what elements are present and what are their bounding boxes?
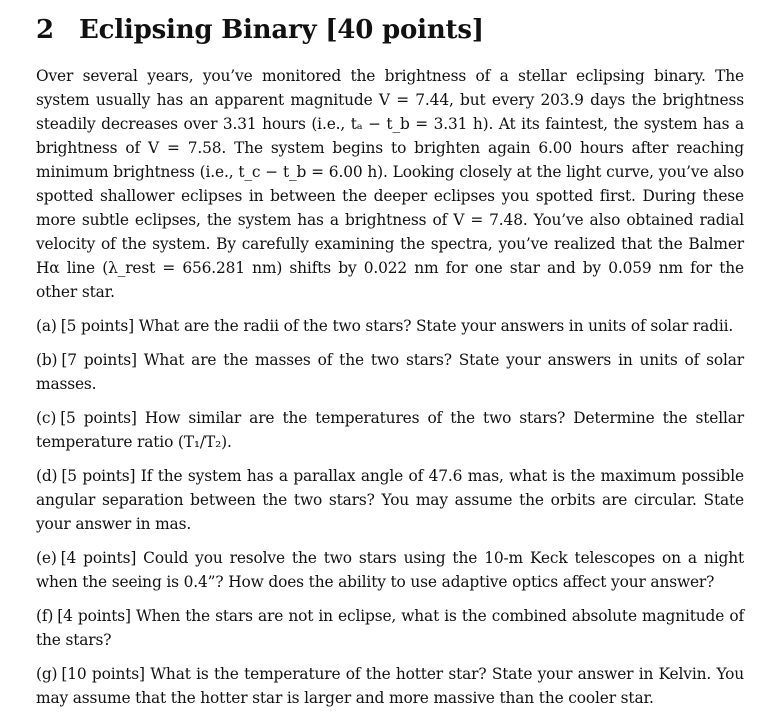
- question-part-f: [36, 604, 744, 652]
- intro-paragraph: Over several years, you’ve monitored the brightness of a stellar eclipsing binary. The system usually has an apparent magnitude V = 7.44, but every 203.9 days the brightness steadily decreases over 3.31 hours (i.e., tₐ − t_b = 3.31 h). At its faintest, the system has a brightness of V = 7.58. The system begins to brighten again 6.00 hours after reaching minimum brightness (i.e., t_c − t_b = 6.00 h). Looking closely at the light curve, you’ve also spotted shallower eclipses in between the deeper eclipses you spotted first. During these more subtle eclipses, the system has a brightness of V = 7.48. You’ve also obtained radial velocity of the system. By carefully examining the spectra, you’ve realized that the Balmer Hα line (λ_rest = 656.281 nm) shifts by 0.022 nm for one star and by 0.059 nm for the other star.: [36, 67, 744, 301]
- question-part-d: [36, 464, 744, 536]
- part-label: (f): [36, 607, 54, 625]
- part-text: [5 points] What are the radii of the two stars? State your answers in units of solar radii.: [60, 317, 734, 335]
- part-text: [7 points] What are the masses of the two stars? State your answers in units of solar masses.: [36, 351, 744, 393]
- part-label: (b): [36, 351, 58, 369]
- question-parts: [36, 314, 744, 710]
- part-label: (c): [36, 409, 57, 427]
- section-heading: [36, 14, 744, 46]
- problem-page: [36, 14, 744, 720]
- section-title: Eclipsing Binary [40 points]: [79, 15, 484, 45]
- part-text: [5 points] If the system has a parallax angle of 47.6 mas, what is the maximum possible angular separation between the two stars? You may assume the orbits are circular. State your answer in mas.: [36, 467, 744, 533]
- section-number: 2: [36, 15, 54, 45]
- question-part-c: [36, 406, 744, 454]
- part-label: (d): [36, 467, 58, 485]
- part-text: [10 points] What is the temperature of the hotter star? State your answer in Kelvin. You may assume that the hotter star is larger and more massive than the cooler star.: [36, 665, 744, 707]
- part-label: (e): [36, 549, 57, 567]
- question-part-e: [36, 546, 744, 594]
- question-part-a: [36, 314, 744, 338]
- question-part-b: [36, 348, 744, 396]
- question-part-g: [36, 662, 744, 710]
- part-label: (g): [36, 665, 58, 683]
- part-text: [4 points] When the stars are not in eclipse, what is the combined absolute magnitude of the stars?: [36, 607, 744, 649]
- part-text: [4 points] Could you resolve the two stars using the 10-m Keck telescopes on a night when the seeing is 0.4”? How does the ability to use adaptive optics affect your answer?: [36, 549, 744, 591]
- part-label: (a): [36, 317, 57, 335]
- part-text: [5 points] How similar are the temperatures of the two stars? Determine the stellar temperature ratio (T₁/T₂).: [36, 409, 744, 451]
